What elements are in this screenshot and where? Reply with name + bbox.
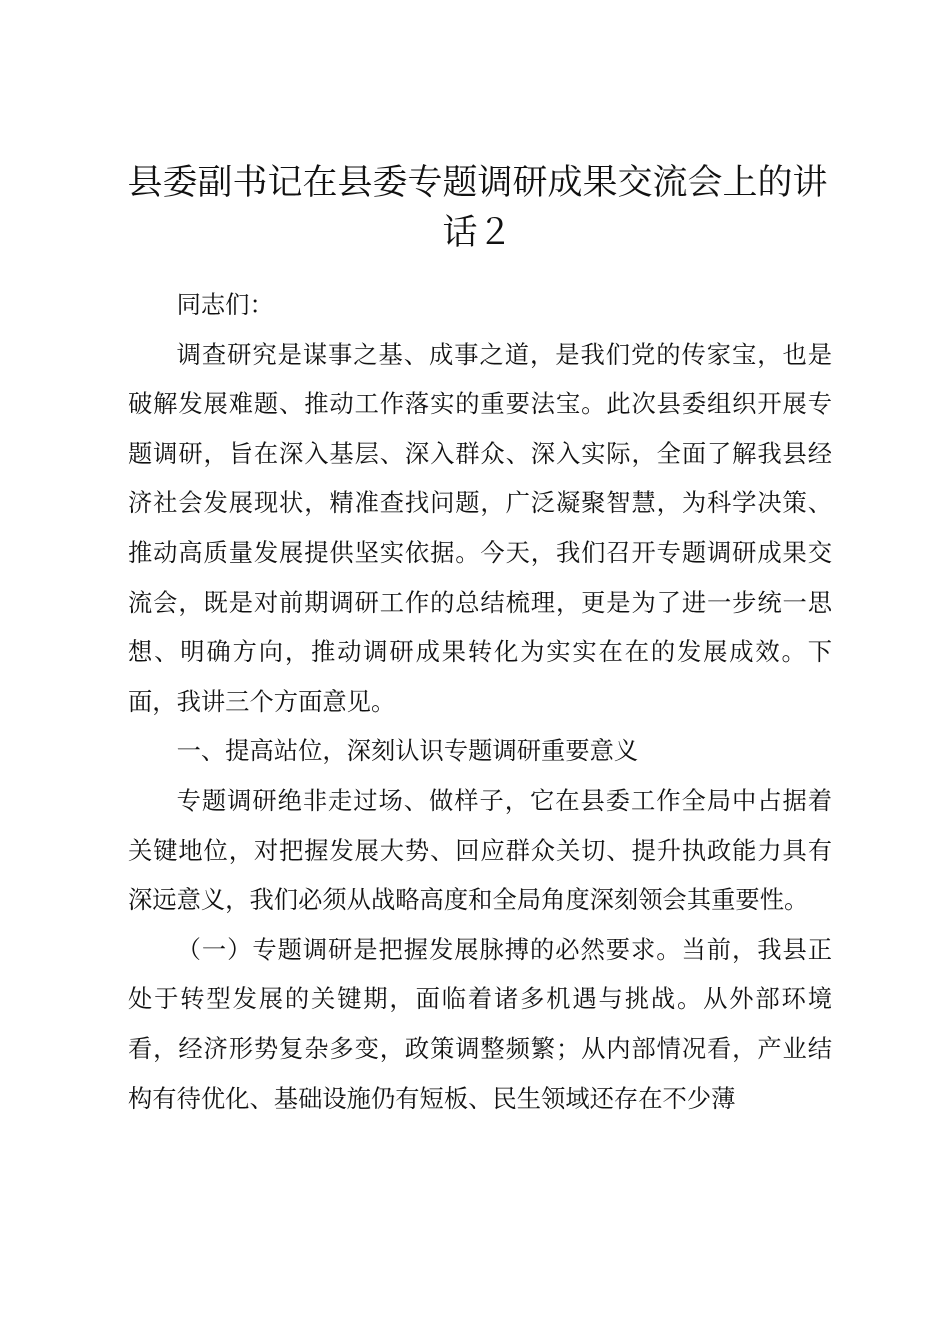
paragraph: （一）专题调研是把握发展脉搏的必然要求。当前，我县正处于转型发展的关键期，面临着诸多机遇与挑战。从外部环境看，经济形势复杂多变，政策调整频繁；从内部情况看，产业结构有待优化、基础设施仍有短板、民生领域还存在不少薄	[128, 934, 832, 1113]
salutation: 同志们：	[176, 290, 274, 319]
section-heading: 一、提高站位，深刻认识专题调研重要意义	[176, 736, 639, 766]
paragraph: 专题调研绝非走过场、做样子，它在县委工作全局中占据着关键地位，对把握发展大势、回应群众关切、提升执政能力具有深远意义，我们必须从战略高度和全局角度深刻领会其重要性。	[128, 785, 832, 915]
document-title: 县委副书记在县委专题调研成果交流会上的讲话２	[127, 163, 828, 253]
document-body	[128, 280, 832, 1123]
paragraph: 调查研究是谋事之基、成事之道，是我们党的传家宝，也是破解发展难题、推动工作落实的重要法宝。此次县委组织开展专题调研，旨在深入基层、深入群众、深入实际，全面了解我县经济社会发展现状，精准查找问题，广泛凝聚智慧，为科学决策、推动高质量发展提供坚实依据。今天，我们召开专题调研成果交流会，既是对前期调研工作的总结梳理，更是为了进一步统一思想、明确方向，推动调研成果转化为实实在在的发展成效。下面，我讲三个方面意见。	[128, 339, 832, 716]
